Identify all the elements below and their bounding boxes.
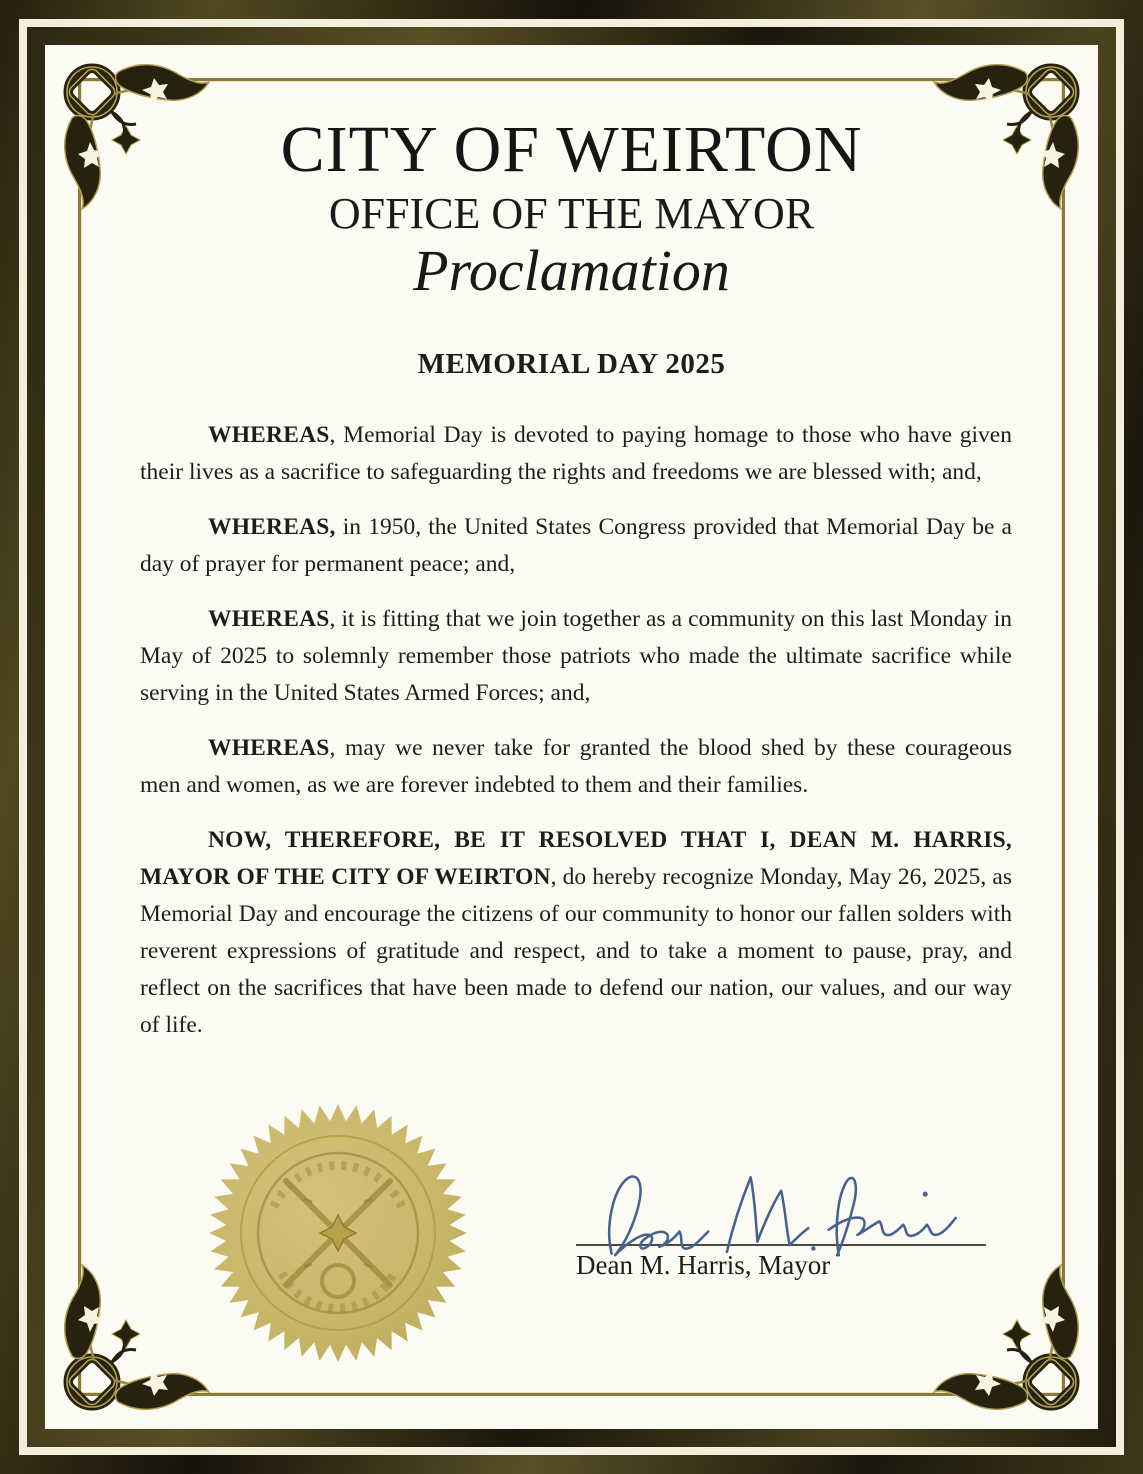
paragraph-lead: NOW, THEREFORE, BE IT RESOLVED THAT I, DEAN M. HARRIS, MAYOR OF THE CITY OF WEIRTON [140, 826, 1012, 890]
paragraph-text: , it is fitting that we join together as a community on this last Monday in May of 2025 to solemnly remember those patriots who made the ultimate sacrifice while serving in the United States Armed Forces; and, [140, 605, 1012, 706]
whereas-paragraph [140, 417, 1012, 491]
proclamation-body [140, 417, 1012, 1044]
paragraph-lead: WHEREAS [208, 734, 330, 761]
paragraph-text: , may we never take for granted the blood shed by these courageous men and women, as we are forever indebted to them and their families. [140, 734, 1012, 798]
signature-block [576, 1162, 990, 1281]
paragraph-lead: WHEREAS, [208, 513, 336, 540]
signature-line [576, 1244, 986, 1246]
proclamation-title: MEMORIAL DAY 2025 [417, 347, 726, 380]
office-name: OFFICE OF THE MAYOR [328, 188, 815, 238]
resolution-paragraph [140, 822, 1012, 1044]
signer-name: Dean M. Harris, Mayor [576, 1250, 831, 1280]
paragraph-lead: WHEREAS [208, 421, 330, 448]
whereas-paragraph [140, 730, 1012, 804]
doc-type: Proclamation [413, 237, 730, 303]
seal-icon [208, 1103, 468, 1363]
document-content [82, 82, 1061, 1392]
paragraph-text: in 1950, the United States Congress provided that Memorial Day be a day of prayer for permanent peace; and, [140, 513, 1012, 577]
signature-ink-icon [576, 1162, 988, 1262]
whereas-paragraph [140, 601, 1012, 712]
org-name: CITY OF WEIRTON [280, 113, 863, 186]
whereas-paragraph [140, 509, 1012, 583]
paragraph-text: , Memorial Day is devoted to paying homage to those who have given their lives as a sacrifice to safeguarding the rights and freedoms we are blessed with; and, [140, 421, 1012, 485]
masthead [82, 113, 1061, 303]
paragraph-text: , do hereby recognize Monday, May 26, 2025, as Memorial Day and encourage the citizens of our community to honor our fallen solders with reverent expressions of gratitude and respect, and to take a moment to pause, pray, and reflect on the sacrifices that have been made to defend our nation, our values, and our way of life. [140, 863, 1012, 1038]
paragraph-lead: WHEREAS [208, 605, 330, 632]
